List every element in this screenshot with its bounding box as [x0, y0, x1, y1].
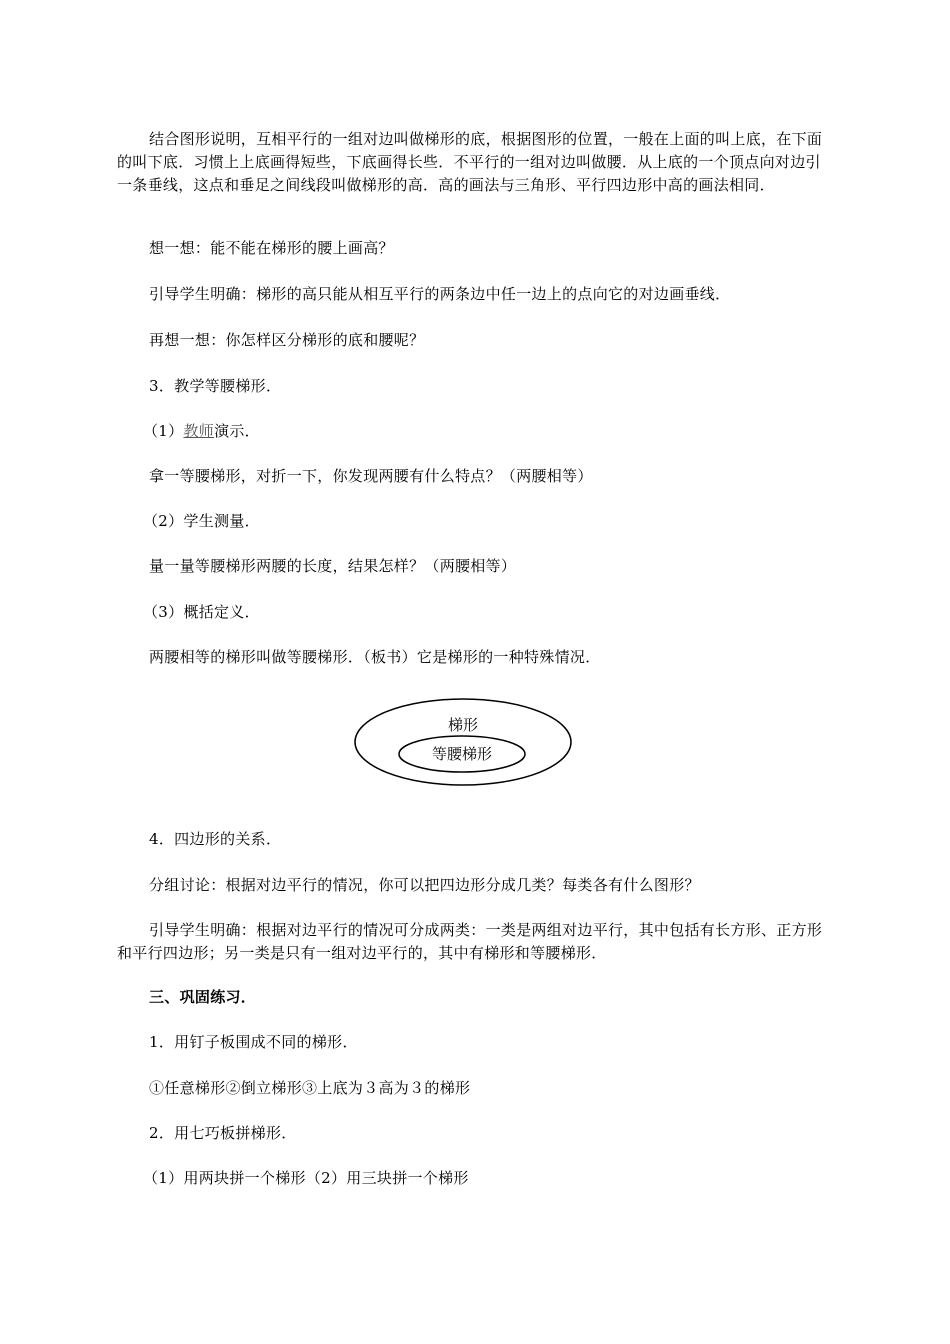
venn-diagram-svg: [353, 697, 573, 807]
step-1: [143, 421, 260, 441]
section-4-heading: 4．四边形的关系．: [149, 830, 282, 848]
step-2: （2）学生测量．: [143, 512, 260, 530]
paragraph-trapezoid-parts: 结合图形说明，互相平行的一组对边叫做梯形的底，根据图形的位置，一般在上面的叫上底，在下面的叫下底．习惯上上底画得短些，下底画得长些．不平行的一组对边叫做腰．从上底的一个顶点向对边引一条垂线，这点和垂足之间线段叫做梯形的高．高的画法与三角形、平行四边形中高的画法相同．: [117, 130, 823, 194]
step-1-suffix: 演示．: [214, 422, 260, 440]
step-3: （3）概括定义．: [143, 603, 260, 621]
step-1-prefix: （1）: [143, 422, 184, 440]
guide-statement-1: 引导学生明确：梯形的高只能从相互平行的两条边中任一边上的点向它的对边画垂线．: [149, 285, 731, 303]
exercise-1: 1．用钉子板围成不同的梯形．: [149, 1033, 358, 1051]
teacher-link[interactable]: 教师: [183, 422, 215, 440]
part-3-heading: 三、巩固练习．: [149, 988, 257, 1006]
venn-diagram: [353, 697, 573, 811]
think-question-1: 想一想：能不能在梯形的腰上画高？: [149, 239, 394, 257]
measure-question: 量一量等腰梯形两腰的长度，结果怎样？（两腰相等）: [149, 557, 517, 575]
outer-label: 梯形: [447, 716, 479, 734]
inner-label: 等腰梯形: [431, 745, 493, 763]
section-3-heading: 3．教学等腰梯形．: [149, 377, 282, 395]
exercise-1-items: ①任意梯形②倒立梯形③上底为３高为３的梯形: [149, 1079, 471, 1097]
exercise-2-items: （1）用两块拼一个梯形（2）用三块拼一个梯形: [143, 1169, 469, 1187]
guide-statement-2: 引导学生明确：根据对边平行的情况可分成两类：一类是两组对边平行，其中包括有长方形、正方形和平行四边形；另一类是只有一组对边平行的，其中有梯形和等腰梯形．: [117, 921, 823, 962]
exercise-2: 2．用七巧板拼梯形．: [149, 1124, 297, 1142]
think-question-2: 再想一想：你怎样区分梯形的底和腰呢？: [149, 331, 425, 349]
fold-question: 拿一等腰梯形，对折一下，你发现两腰有什么特点？（两腰相等）: [149, 467, 593, 485]
group-discussion: 分组讨论：根据对边平行的情况，你可以把四边形分成几类？每类各有什么图形？: [149, 876, 700, 894]
definition-statement: 两腰相等的梯形叫做等腰梯形．（板书）它是梯形的一种特殊情况．: [149, 648, 601, 666]
